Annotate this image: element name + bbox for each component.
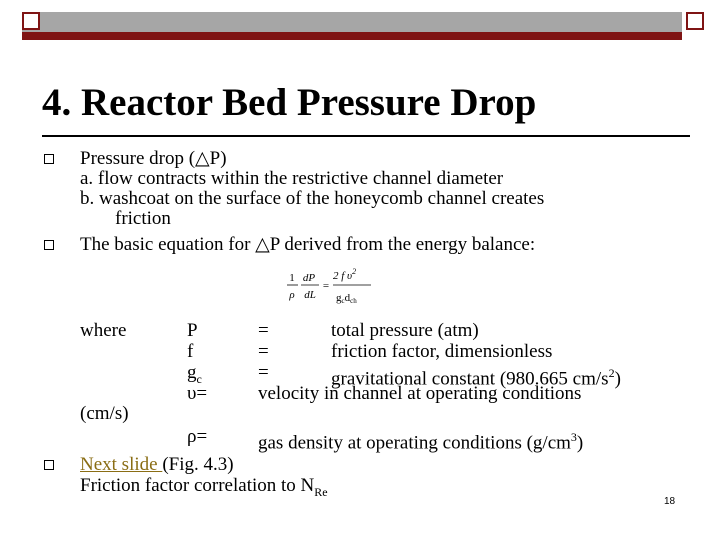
definition-gc-end: ): [614, 368, 621, 390]
definition-p: total pressure (atm): [331, 320, 479, 341]
bullet-1-heading: Pressure drop (△P): [80, 148, 227, 169]
eq-equals: =: [322, 280, 330, 292]
bullet-3-line-1: [80, 455, 234, 475]
eq-lhs-rho: ρ: [289, 289, 295, 301]
bullet-1-line-b-cont: friction: [115, 208, 171, 229]
definition-velocity: velocity in channel at operating conditions: [258, 383, 582, 404]
symbol-gc-main: g: [187, 362, 197, 383]
next-slide-link[interactable]: Next slide: [80, 454, 163, 475]
definition-rho-end: ): [576, 432, 584, 454]
symbol-f: f: [187, 341, 194, 362]
definition-f: friction factor, dimensionless: [331, 341, 553, 362]
where-label: where: [80, 320, 127, 341]
eq-rhs-den-g-sub: c: [341, 297, 345, 305]
page-number: 18: [664, 496, 676, 507]
header-band: [22, 12, 682, 32]
velocity-unit-label: (cm/s): [80, 403, 129, 424]
eq-lhs-one: 1: [289, 272, 295, 284]
symbol-rho: ρ=: [187, 426, 208, 447]
header-accent-line: [22, 32, 682, 40]
bullet-square-icon: [44, 240, 54, 250]
bullet-1-line-a: a. flow contracts within the restrictive channel diameter: [80, 168, 504, 189]
header-square-right: [686, 12, 704, 30]
bullet-square-icon: [44, 154, 54, 164]
definition-gc-text: gravitational constant (980.665 cm/s: [331, 368, 609, 390]
equals-gc: =: [258, 362, 269, 383]
symbol-gc-sub: c: [196, 371, 202, 386]
eq-rhs-num: 2 f υ: [333, 270, 353, 282]
friction-correlation-text: Friction factor correlation to N: [80, 475, 315, 496]
eq-rhs-den-g: g: [336, 292, 342, 304]
symbol-p: P: [187, 320, 198, 341]
eq-rhs-numerator: [333, 267, 356, 282]
eq-lhs-dp: dP: [302, 272, 316, 284]
definition-rho-sup: 3: [570, 430, 577, 444]
bullet-3-line-2: [80, 476, 328, 502]
slide-title: 4. Reactor Bed Pressure Drop: [42, 81, 537, 124]
bullet-1-line-b: b. washcoat on the surface of the honeycomb channel creates: [80, 188, 545, 209]
symbol-velocity: υ=: [187, 383, 208, 404]
definition-rho: [258, 427, 583, 453]
definition-gc-sup: 2: [608, 366, 615, 380]
header-square-left: [22, 12, 40, 30]
title-underline: [42, 135, 690, 137]
eq-lhs-dl: dL: [304, 289, 316, 301]
definition-rho-text: gas density at operating conditions (g/cm: [258, 432, 571, 454]
eq-rhs-denominator: [336, 292, 357, 305]
eq-rhs-den-d: d: [344, 292, 351, 304]
bullet-2-text: The basic equation for △P derived from the energy balance:: [80, 234, 536, 255]
eq-rhs-num-sup: 2: [352, 267, 357, 276]
equals-p: =: [258, 320, 269, 341]
pressure-drop-equation: [285, 264, 375, 310]
bullet-square-icon: [44, 460, 54, 470]
equals-f: =: [258, 341, 269, 362]
figure-reference: (Fig. 4.3): [162, 454, 234, 475]
eq-rhs-den-d-sub: ch: [350, 297, 357, 305]
reynolds-subscript: Re: [314, 484, 328, 499]
